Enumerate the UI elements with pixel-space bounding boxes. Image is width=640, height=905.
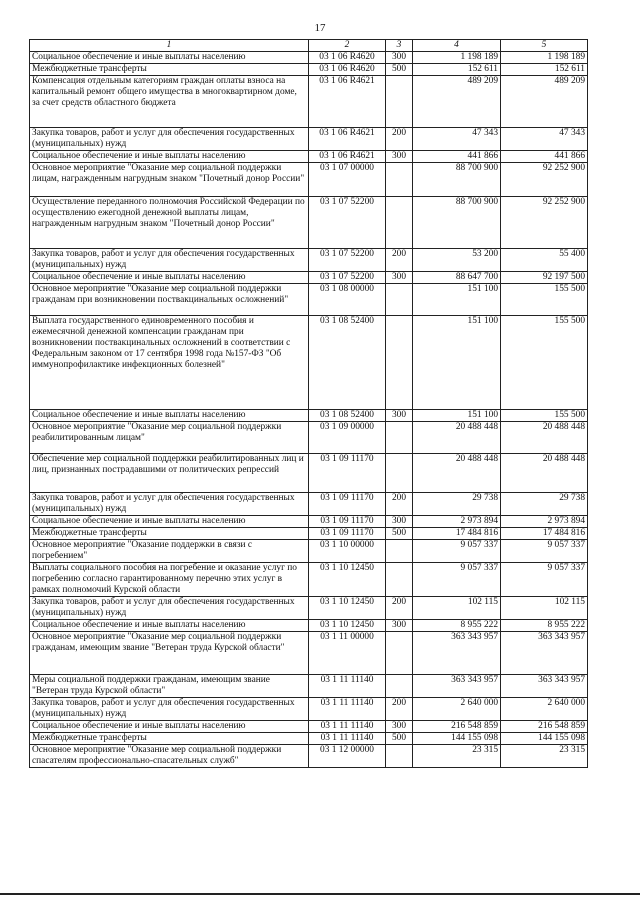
table-row xyxy=(30,272,588,284)
row-expense-type-cell xyxy=(386,563,413,597)
row-code-cell: 03 1 09 11170 xyxy=(309,516,386,528)
row-amount-year2-cell: 47 343 xyxy=(501,128,588,151)
row-amount-year1-cell: 23 315 xyxy=(413,745,501,768)
row-amount-year1-cell: 152 611 xyxy=(413,64,501,76)
row-code-cell: 03 1 09 11170 xyxy=(309,454,386,493)
row-name-cell: Основное мероприятие "Оказание поддержки в связи с погребением" xyxy=(30,540,309,563)
row-amount-year2-cell: 363 343 957 xyxy=(501,675,588,698)
row-name-cell: Социальное обеспечение и иные выплаты населению xyxy=(30,151,309,163)
row-code-cell: 03 1 07 00000 xyxy=(309,163,386,197)
row-code-cell: 03 1 06 R4621 xyxy=(309,128,386,151)
table-row xyxy=(30,454,588,493)
row-code-cell: 03 1 10 00000 xyxy=(309,540,386,563)
row-name-cell: Закупка товаров, работ и услуг для обеспечения государственных (муниципальных) нужд xyxy=(30,597,309,620)
row-expense-type-cell: 300 xyxy=(386,410,413,422)
row-amount-year2-cell: 155 500 xyxy=(501,410,588,422)
row-code-cell: 03 1 09 11170 xyxy=(309,493,386,516)
row-amount-year1-cell: 151 100 xyxy=(413,410,501,422)
row-expense-type-cell: 300 xyxy=(386,721,413,733)
row-amount-year2-cell: 489 209 xyxy=(501,76,588,128)
row-name-cell: Закупка товаров, работ и услуг для обеспечения государственных (муниципальных) нужд xyxy=(30,128,309,151)
row-name-cell: Осуществление переданного полномочия Российской Федерации по осуществлению ежегодной денежной выплаты лицам, награжденным нагрудным знаком "Почетный донор России" xyxy=(30,197,309,249)
table-row xyxy=(30,632,588,675)
table-row xyxy=(30,620,588,632)
row-name-cell: Закупка товаров, работ и услуг для обеспечения государственных (муниципальных) нужд xyxy=(30,493,309,516)
row-expense-type-cell: 500 xyxy=(386,733,413,745)
table-row xyxy=(30,733,588,745)
header-col-4: 4 xyxy=(413,40,501,52)
row-amount-year1-cell: 102 115 xyxy=(413,597,501,620)
table-row xyxy=(30,540,588,563)
row-name-cell: Социальное обеспечение и иные выплаты населению xyxy=(30,620,309,632)
row-name-cell: Компенсация отдельным категориям граждан оплаты взноса на капитальный ремонт общего имущества в многоквартирном доме, за счет средств областного бюджета xyxy=(30,76,309,128)
row-code-cell: 03 1 11 00000 xyxy=(309,632,386,675)
row-expense-type-cell: 200 xyxy=(386,597,413,620)
table-row xyxy=(30,128,588,151)
row-amount-year2-cell: 17 484 816 xyxy=(501,528,588,540)
row-name-cell: Межбюджетные трансферты xyxy=(30,528,309,540)
header-col-3: 3 xyxy=(386,40,413,52)
row-name-cell: Выплаты социального пособия на погребение и оказание услуг по погребению согласно гарантированному перечню этих услуг в рамках полномочий Курской области xyxy=(30,563,309,597)
row-expense-type-cell xyxy=(386,454,413,493)
table-body xyxy=(30,52,588,768)
row-code-cell: 03 1 10 12450 xyxy=(309,620,386,632)
row-expense-type-cell xyxy=(386,163,413,197)
row-amount-year1-cell: 489 209 xyxy=(413,76,501,128)
row-amount-year2-cell: 9 057 337 xyxy=(501,540,588,563)
row-amount-year2-cell: 29 738 xyxy=(501,493,588,516)
row-code-cell: 03 1 11 11140 xyxy=(309,698,386,721)
row-expense-type-cell xyxy=(386,675,413,698)
table-row xyxy=(30,516,588,528)
row-name-cell: Основное мероприятие "Оказание мер социальной поддержки спасателям профессионально-спасательных служб" xyxy=(30,745,309,768)
row-amount-year1-cell: 88 647 700 xyxy=(413,272,501,284)
row-name-cell: Социальное обеспечение и иные выплаты населению xyxy=(30,410,309,422)
table-row xyxy=(30,151,588,163)
row-code-cell: 03 1 11 11140 xyxy=(309,733,386,745)
row-amount-year2-cell: 2 973 894 xyxy=(501,516,588,528)
table-row xyxy=(30,675,588,698)
bottom-rule xyxy=(0,893,640,895)
page-number: 17 xyxy=(314,22,326,34)
table-row xyxy=(30,698,588,721)
row-name-cell: Выплата государственного единовременного пособия и ежемесячной денежной компенсации гражданам при возникновении поствакцинальных осложнений в соответствии с Федеральным законом от 17 сентября 1998 года №157-ФЗ "Об иммунопрофилактике инфекционных болезней" xyxy=(30,316,309,410)
row-amount-year2-cell: 8 955 222 xyxy=(501,620,588,632)
row-name-cell: Социальное обеспечение и иные выплаты населению xyxy=(30,272,309,284)
row-amount-year2-cell: 152 611 xyxy=(501,64,588,76)
row-amount-year1-cell: 441 866 xyxy=(413,151,501,163)
row-amount-year2-cell: 2 640 000 xyxy=(501,698,588,721)
row-code-cell: 03 1 11 11140 xyxy=(309,675,386,698)
row-code-cell: 03 1 09 11170 xyxy=(309,528,386,540)
row-amount-year1-cell: 9 057 337 xyxy=(413,540,501,563)
row-code-cell: 03 1 06 R4621 xyxy=(309,151,386,163)
row-code-cell: 03 1 06 R4620 xyxy=(309,64,386,76)
row-name-cell: Межбюджетные трансферты xyxy=(30,733,309,745)
table-row xyxy=(30,563,588,597)
row-name-cell: Межбюджетные трансферты xyxy=(30,64,309,76)
table-row xyxy=(30,197,588,249)
header-col-1: 1 xyxy=(30,40,309,52)
row-code-cell: 03 1 10 12450 xyxy=(309,563,386,597)
row-code-cell: 03 1 08 00000 xyxy=(309,284,386,316)
row-name-cell: Основное мероприятие "Оказание мер социальной поддержки гражданам, имеющим звание "Ветеран труда Курской области" xyxy=(30,632,309,675)
row-amount-year1-cell: 363 343 957 xyxy=(413,675,501,698)
row-name-cell: Основное мероприятие "Оказание мер социальной поддержки реабилитированным лицам" xyxy=(30,422,309,454)
row-amount-year2-cell: 102 115 xyxy=(501,597,588,620)
row-expense-type-cell xyxy=(386,76,413,128)
row-amount-year2-cell: 55 400 xyxy=(501,249,588,272)
row-name-cell: Обеспечение мер социальной поддержки реабилитированных лиц и лиц, признанных пострадавшими от политических репрессий xyxy=(30,454,309,493)
row-expense-type-cell: 300 xyxy=(386,151,413,163)
row-amount-year1-cell: 216 548 859 xyxy=(413,721,501,733)
table-row xyxy=(30,163,588,197)
row-expense-type-cell: 300 xyxy=(386,272,413,284)
row-code-cell: 03 1 08 52400 xyxy=(309,410,386,422)
row-name-cell: Закупка товаров, работ и услуг для обеспечения государственных (муниципальных) нужд xyxy=(30,249,309,272)
row-amount-year1-cell: 9 057 337 xyxy=(413,563,501,597)
row-amount-year2-cell: 92 197 500 xyxy=(501,272,588,284)
row-amount-year1-cell: 2 640 000 xyxy=(413,698,501,721)
row-amount-year1-cell: 88 700 900 xyxy=(413,163,501,197)
row-amount-year1-cell: 29 738 xyxy=(413,493,501,516)
row-amount-year2-cell: 23 315 xyxy=(501,745,588,768)
row-expense-type-cell xyxy=(386,316,413,410)
row-name-cell: Закупка товаров, работ и услуг для обеспечения государственных (муниципальных) нужд xyxy=(30,698,309,721)
row-amount-year2-cell: 144 155 098 xyxy=(501,733,588,745)
row-name-cell: Социальное обеспечение и иные выплаты населению xyxy=(30,52,309,64)
row-amount-year2-cell: 92 252 900 xyxy=(501,197,588,249)
table-row xyxy=(30,64,588,76)
row-amount-year2-cell: 155 500 xyxy=(501,316,588,410)
row-amount-year2-cell: 92 252 900 xyxy=(501,163,588,197)
row-amount-year2-cell: 1 198 189 xyxy=(501,52,588,64)
row-amount-year2-cell: 441 866 xyxy=(501,151,588,163)
header-col-2: 2 xyxy=(309,40,386,52)
row-amount-year1-cell: 1 198 189 xyxy=(413,52,501,64)
row-amount-year1-cell: 151 100 xyxy=(413,316,501,410)
row-expense-type-cell: 500 xyxy=(386,528,413,540)
table-row xyxy=(30,76,588,128)
row-amount-year1-cell: 151 100 xyxy=(413,284,501,316)
row-name-cell: Основное мероприятие "Оказание мер социальной поддержки гражданам при возникновении поствакцинальных осложнений" xyxy=(30,284,309,316)
row-amount-year1-cell: 20 488 448 xyxy=(413,422,501,454)
row-code-cell: 03 1 12 00000 xyxy=(309,745,386,768)
table-row xyxy=(30,422,588,454)
row-expense-type-cell xyxy=(386,745,413,768)
row-amount-year1-cell: 88 700 900 xyxy=(413,197,501,249)
table-row xyxy=(30,528,588,540)
row-amount-year1-cell: 2 973 894 xyxy=(413,516,501,528)
table-row xyxy=(30,721,588,733)
row-amount-year1-cell: 17 484 816 xyxy=(413,528,501,540)
row-expense-type-cell: 300 xyxy=(386,52,413,64)
row-amount-year2-cell: 20 488 448 xyxy=(501,454,588,493)
table-row xyxy=(30,410,588,422)
table-row xyxy=(30,316,588,410)
row-expense-type-cell xyxy=(386,422,413,454)
row-amount-year2-cell: 20 488 448 xyxy=(501,422,588,454)
header-col-5: 5 xyxy=(501,40,588,52)
row-expense-type-cell xyxy=(386,197,413,249)
table-row xyxy=(30,249,588,272)
row-code-cell: 03 1 07 52200 xyxy=(309,197,386,249)
row-code-cell: 03 1 08 52400 xyxy=(309,316,386,410)
row-expense-type-cell: 200 xyxy=(386,493,413,516)
row-amount-year2-cell: 216 548 859 xyxy=(501,721,588,733)
row-code-cell: 03 1 07 52200 xyxy=(309,249,386,272)
row-code-cell: 03 1 11 11140 xyxy=(309,721,386,733)
row-expense-type-cell: 300 xyxy=(386,516,413,528)
row-code-cell: 03 1 06 R4621 xyxy=(309,76,386,128)
budget-table xyxy=(29,39,588,768)
row-code-cell: 03 1 10 12450 xyxy=(309,597,386,620)
row-expense-type-cell xyxy=(386,632,413,675)
row-expense-type-cell: 500 xyxy=(386,64,413,76)
row-code-cell: 03 1 06 R4620 xyxy=(309,52,386,64)
row-expense-type-cell: 300 xyxy=(386,620,413,632)
table-row xyxy=(30,284,588,316)
row-amount-year1-cell: 363 343 957 xyxy=(413,632,501,675)
row-amount-year2-cell: 9 057 337 xyxy=(501,563,588,597)
row-code-cell: 03 1 07 52200 xyxy=(309,272,386,284)
row-expense-type-cell: 200 xyxy=(386,249,413,272)
row-amount-year1-cell: 53 200 xyxy=(413,249,501,272)
row-name-cell: Социальное обеспечение и иные выплаты населению xyxy=(30,516,309,528)
table-row xyxy=(30,493,588,516)
row-amount-year1-cell: 20 488 448 xyxy=(413,454,501,493)
row-code-cell: 03 1 09 00000 xyxy=(309,422,386,454)
row-amount-year1-cell: 8 955 222 xyxy=(413,620,501,632)
table-row xyxy=(30,745,588,768)
row-expense-type-cell xyxy=(386,540,413,563)
row-expense-type-cell: 200 xyxy=(386,698,413,721)
row-name-cell: Меры социальной поддержки гражданам, имеющим звание "Ветеран труда Курской области" xyxy=(30,675,309,698)
row-amount-year1-cell: 144 155 098 xyxy=(413,733,501,745)
table-header-row xyxy=(30,40,588,52)
row-name-cell: Социальное обеспечение и иные выплаты населению xyxy=(30,721,309,733)
table-row xyxy=(30,597,588,620)
row-expense-type-cell xyxy=(386,284,413,316)
row-amount-year2-cell: 155 500 xyxy=(501,284,588,316)
row-expense-type-cell: 200 xyxy=(386,128,413,151)
table-row xyxy=(30,52,588,64)
row-amount-year2-cell: 363 343 957 xyxy=(501,632,588,675)
row-amount-year1-cell: 47 343 xyxy=(413,128,501,151)
row-name-cell: Основное мероприятие "Оказание мер социальной поддержки лицам, награжденным нагрудным знаком "Почетный донор России" xyxy=(30,163,309,197)
